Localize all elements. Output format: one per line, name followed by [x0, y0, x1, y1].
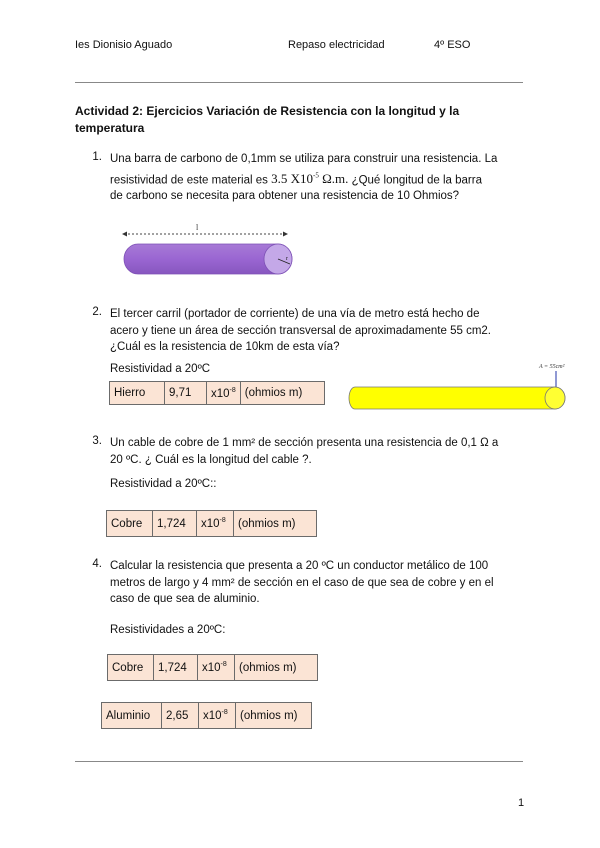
factor-base: x10 — [202, 661, 221, 674]
question-1-line-2-start: resistividad de este material es — [110, 173, 268, 186]
question-4-resistivity-label: Resistividades a 20ºC: — [110, 624, 226, 636]
question-1-text — [110, 151, 530, 205]
rail-body — [349, 387, 565, 409]
factor-exponent: -8 — [219, 517, 226, 525]
unit-cell: (ohmios m) — [240, 382, 324, 405]
material-cell: Aluminio — [102, 703, 162, 729]
factor-cell — [207, 382, 241, 405]
question-3-resistivity-table — [106, 510, 317, 537]
activity-title: Actividad 2: Ejercicios Variación de Resistencia con la longitud y la temperatura — [75, 104, 460, 135]
question-2-line-1: El tercer carril (portador de corriente) de una vía de metro está hecho de — [110, 308, 480, 320]
value-cell: 2,65 — [162, 703, 199, 729]
header-divider — [75, 82, 523, 83]
radius-label: r — [286, 256, 288, 262]
rail-figure — [345, 362, 577, 412]
factor-cell — [197, 511, 234, 537]
question-4-line-3: caso de que sea de aluminio. — [110, 593, 260, 605]
question-1-line-2 — [110, 168, 530, 189]
formula-unit: Ω.m. — [322, 170, 349, 186]
question-3-resistivity-label: Resistividad a 20ºC:: — [110, 478, 217, 490]
unit-cell: (ohmios m) — [235, 655, 318, 681]
factor-cell — [199, 703, 236, 729]
question-2-resistivity-table — [109, 381, 325, 405]
unit-cell: (ohmios m) — [234, 511, 317, 537]
table-row — [102, 703, 312, 729]
question-4-copper-table — [107, 654, 318, 681]
factor-cell — [198, 655, 235, 681]
question-3-number: 3. — [92, 435, 102, 447]
factor-exponent: -8 — [220, 661, 227, 669]
factor-exponent: -8 — [221, 709, 228, 717]
question-1-number: 1. — [92, 151, 102, 163]
value-cell: 9,71 — [165, 382, 207, 405]
question-3-line-2: 20 ºC. ¿ Cuál es la longitud del cable ?. — [110, 453, 312, 466]
question-2-text — [110, 306, 530, 356]
footer-divider — [75, 761, 523, 762]
question-1-line-1: Una barra de carbono de 0,1mm se utiliza para construir una resistencia. La — [110, 153, 498, 165]
material-cell: Hierro — [110, 382, 165, 405]
question-4-line-2: metros de largo y 4 mm² de sección en el caso de que sea de cobre y en el — [110, 576, 494, 589]
question-4-text — [110, 558, 530, 608]
formula-base: 3.5 X10 — [271, 170, 313, 186]
length-arrow-right — [283, 232, 288, 237]
header-subject: Repaso electricidad — [288, 39, 385, 51]
formula-exponent: -5 — [312, 171, 319, 180]
question-4-number: 4. — [92, 558, 102, 570]
question-3-line-1: Un cable de cobre de 1 mm² de sección presenta una resistencia de 0,1 Ω a — [110, 437, 499, 449]
carbon-bar-figure — [118, 222, 300, 280]
question-1-line-3: de carbono se necesita para obtener una resistencia de 10 Ohmios? — [110, 190, 460, 203]
area-label: A = 55cm² — [539, 364, 565, 370]
question-1-line-2-end: ¿Qué longitud de la barra — [351, 173, 482, 186]
material-cell: Cobre — [108, 655, 154, 681]
table-row — [110, 382, 325, 405]
question-2-number: 2. — [92, 306, 102, 318]
question-2-line-3: ¿Cuál es la resistencia de 10km de esta vía? — [110, 341, 340, 353]
factor-exponent: -8 — [229, 386, 236, 394]
table-row — [107, 511, 317, 537]
factor-base: x10 — [203, 709, 222, 722]
question-2-resistivity-label: Resistividad a 20ºC — [110, 363, 211, 375]
unit-cell: (ohmios m) — [236, 703, 312, 729]
question-2-line-2: acero y tiene un área de sección transversal de aproximadamente 55 cm2. — [110, 324, 491, 337]
material-cell: Cobre — [107, 511, 153, 537]
table-row — [108, 655, 318, 681]
length-arrow-left — [122, 232, 127, 237]
question-4-aluminium-table — [101, 702, 312, 729]
factor-base: x10 — [201, 517, 220, 530]
rail-end — [545, 387, 565, 409]
question-3-text — [110, 435, 530, 468]
page-number: 1 — [518, 797, 525, 809]
length-label: l — [196, 223, 199, 232]
resistivity-formula — [271, 171, 348, 186]
factor-base: x10 — [211, 387, 230, 400]
header-school: Ies Dionisio Aguado — [75, 39, 173, 51]
value-cell: 1,724 — [153, 511, 197, 537]
value-cell: 1,724 — [154, 655, 198, 681]
question-4-line-1: Calcular la resistencia que presenta a 20 ºC un conductor metálico de 100 — [110, 560, 489, 572]
header-level: 4º ESO — [434, 39, 471, 51]
